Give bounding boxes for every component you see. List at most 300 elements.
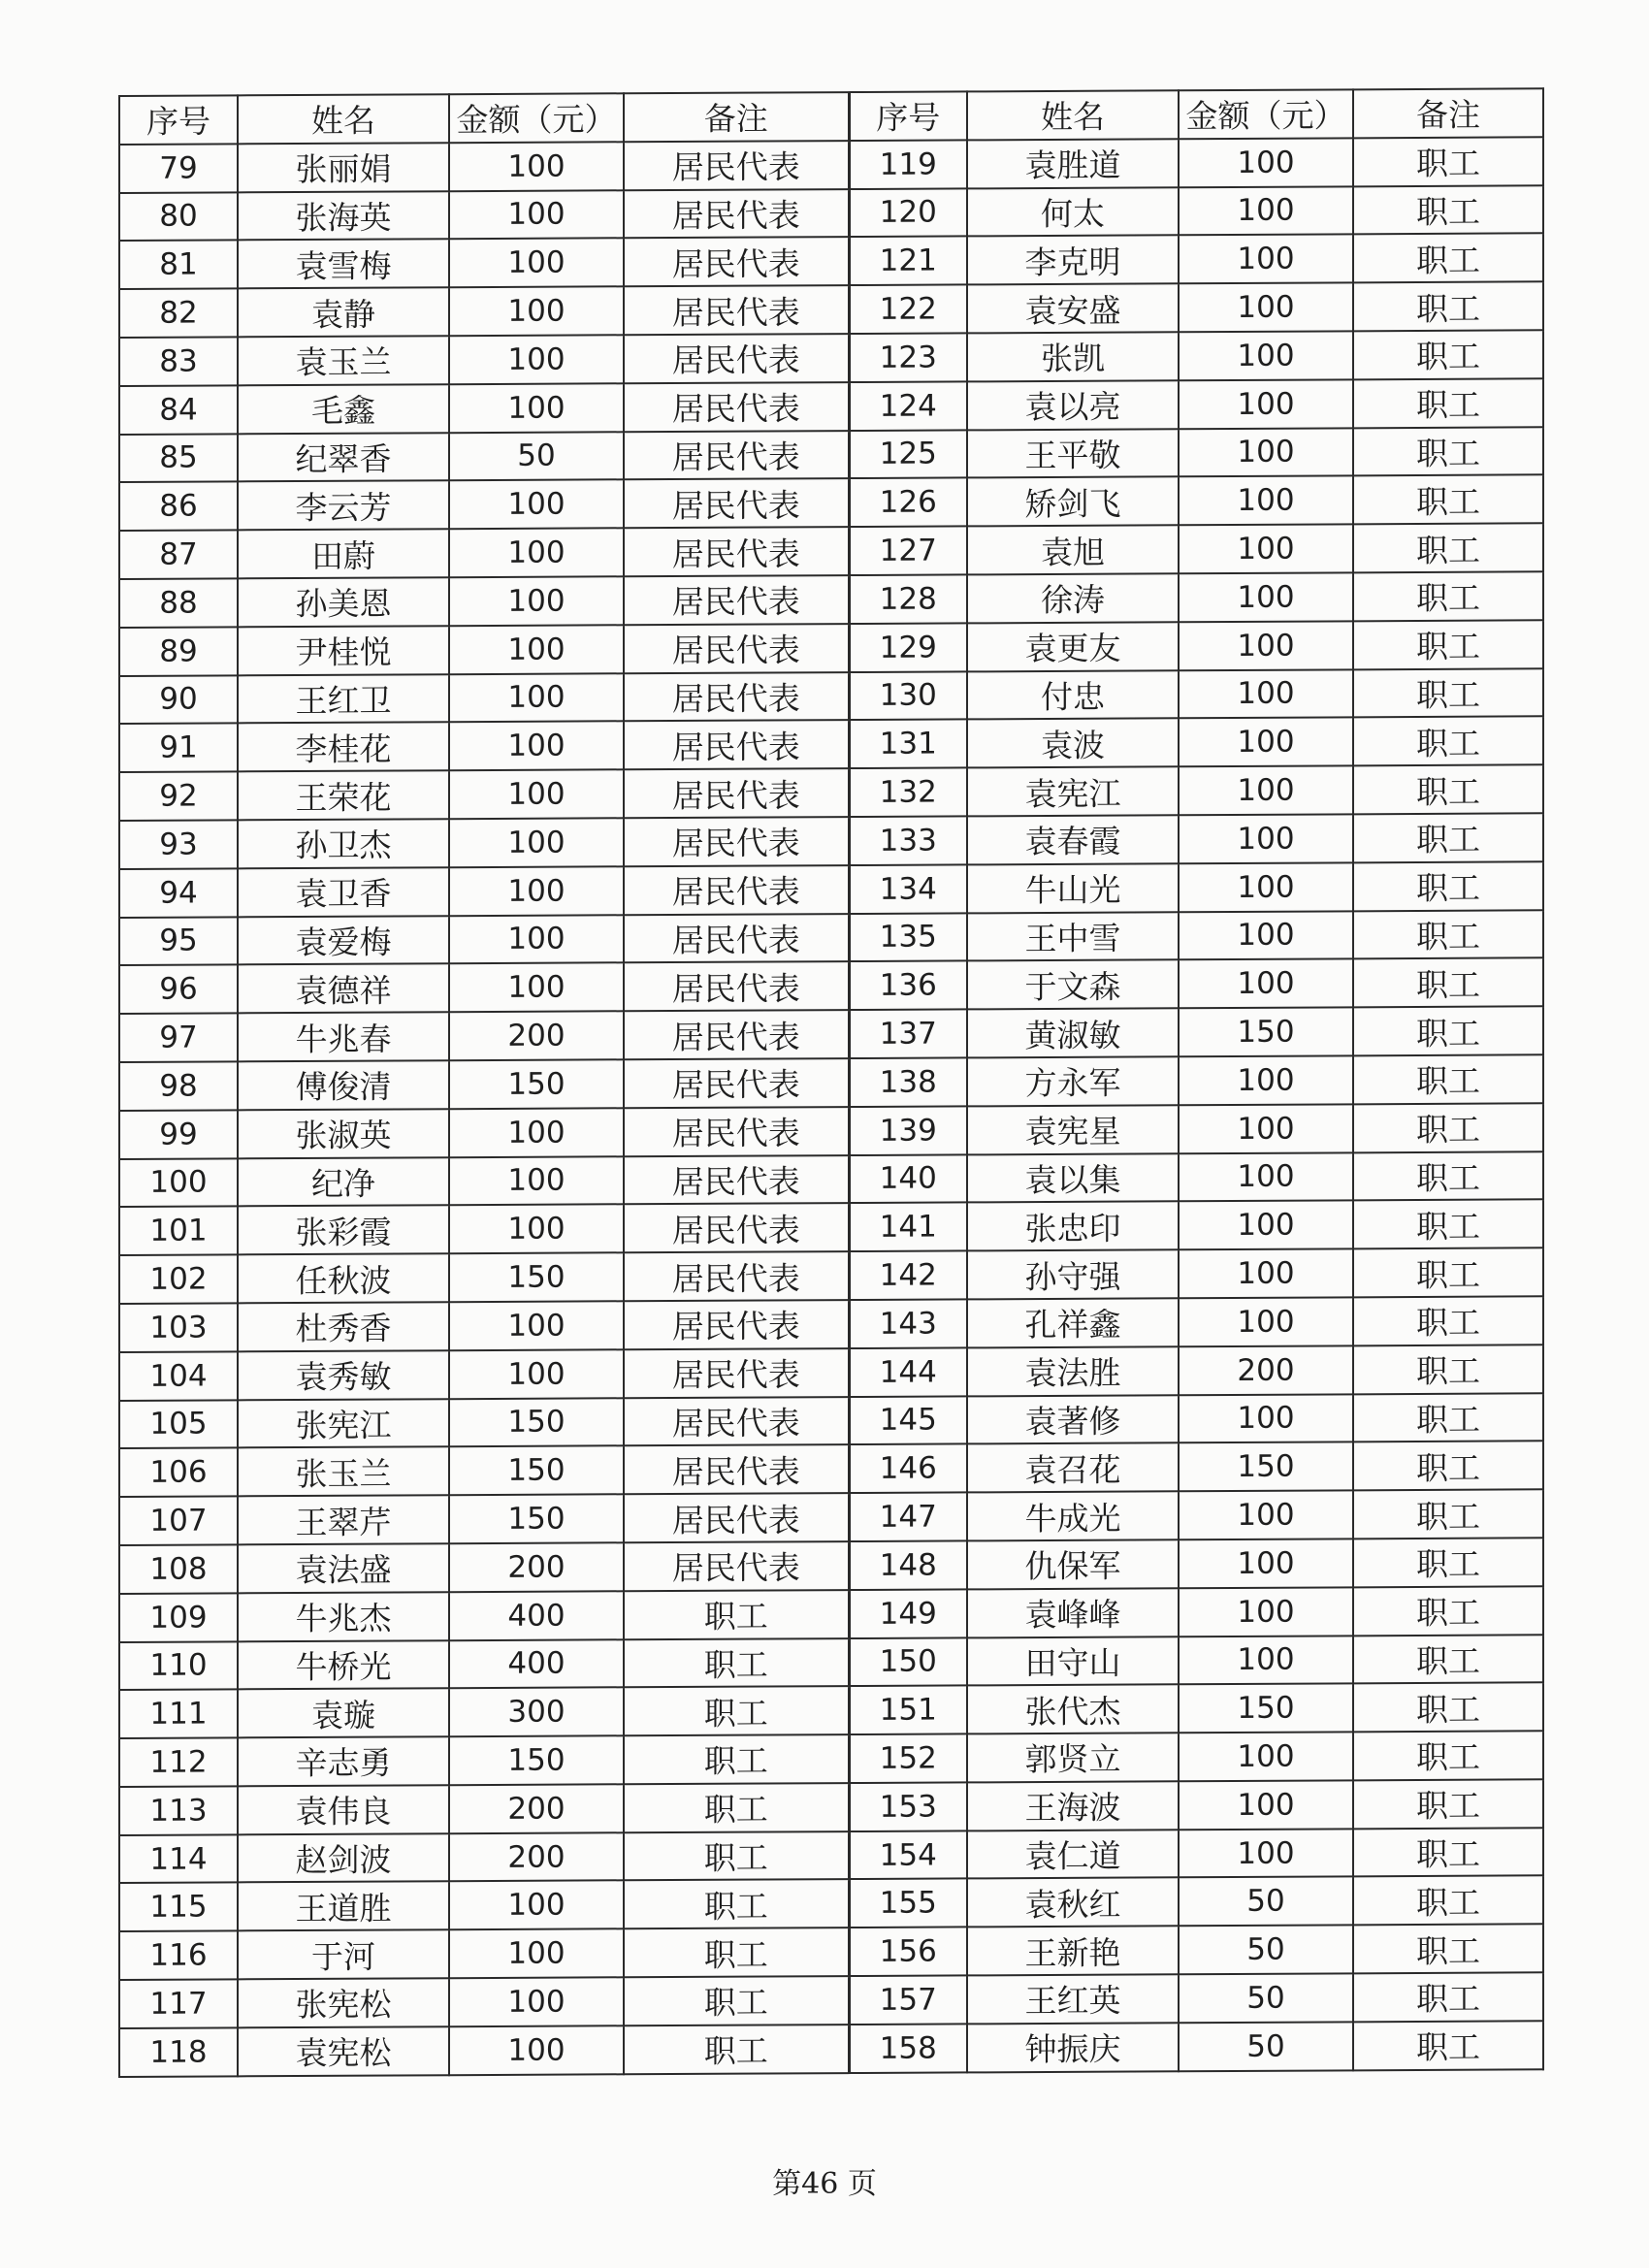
table-row	[119, 571, 1543, 627]
remark-cell: 居民代表	[624, 817, 849, 866]
name-cell: 牛山光	[967, 863, 1179, 913]
table-row	[119, 1683, 1543, 1738]
remark-cell: 居民代表	[624, 1107, 849, 1156]
remark-cell: 职工	[1353, 137, 1543, 186]
remark-cell: 职工	[1353, 1247, 1543, 1297]
remark-cell: 居民代表	[624, 672, 849, 722]
name-cell: 袁宪松	[238, 2026, 449, 2076]
serial-cell: 94	[119, 868, 238, 917]
table-body	[119, 137, 1543, 2077]
amount-cell: 400	[449, 1591, 624, 1640]
name-cell: 王平敬	[967, 429, 1179, 478]
amount-cell: 100	[449, 383, 624, 433]
name-cell: 张宪松	[238, 1978, 449, 2027]
name-cell: 袁召花	[967, 1443, 1179, 1493]
amount-cell: 150	[449, 1494, 624, 1543]
serial-cell: 148	[849, 1540, 967, 1589]
table-row	[119, 1876, 1543, 1931]
name-cell: 袁静	[238, 287, 449, 337]
serial-cell: 101	[119, 1207, 238, 1255]
remark-cell: 居民代表	[624, 1155, 849, 1205]
name-cell: 张彩霞	[238, 1206, 449, 1255]
amount-cell: 100	[449, 1301, 624, 1350]
remark-cell: 职工	[1353, 1925, 1543, 1974]
amount-cell: 100	[449, 1156, 624, 1206]
name-cell: 袁以亮	[967, 380, 1179, 430]
serial-cell: 105	[119, 1400, 238, 1448]
remark-cell: 职工	[1353, 475, 1543, 525]
name-cell: 王翠芹	[238, 1495, 449, 1544]
name-cell: 张淑英	[238, 1109, 449, 1158]
serial-cell: 88	[119, 578, 238, 627]
name-cell: 徐涛	[967, 573, 1179, 623]
name-cell: 袁宪江	[967, 766, 1179, 816]
name-cell: 张宪江	[238, 1399, 449, 1448]
name-cell: 付忠	[967, 670, 1179, 720]
amount-cell: 100	[449, 190, 624, 240]
amount-cell: 100	[1179, 1201, 1353, 1250]
remark-cell: 职工	[1353, 185, 1543, 235]
serial-cell: 158	[849, 2024, 967, 2072]
remark-cell: 职工	[1353, 1345, 1543, 1394]
name-cell: 王荣花	[238, 770, 449, 820]
col-header-amount: 金额（元）	[449, 93, 624, 143]
amount-cell: 100	[449, 1977, 624, 2026]
amount-cell: 100	[1179, 862, 1353, 912]
amount-cell: 200	[449, 1784, 624, 1833]
amount-cell: 150	[449, 1398, 624, 1447]
amount-cell: 200	[449, 1011, 624, 1060]
name-cell: 孔祥鑫	[967, 1298, 1179, 1347]
table-row	[119, 861, 1543, 917]
name-cell: 李克明	[967, 236, 1179, 285]
remark-cell: 职工	[624, 1590, 849, 1639]
serial-cell: 120	[849, 188, 967, 237]
name-cell: 李桂花	[238, 723, 449, 772]
serial-cell: 95	[119, 917, 238, 965]
serial-cell: 129	[849, 623, 967, 671]
amount-cell: 100	[449, 866, 624, 916]
table-row	[119, 475, 1543, 531]
serial-cell: 91	[119, 724, 238, 772]
remark-cell: 职工	[1353, 281, 1543, 331]
serial-cell: 102	[119, 1254, 238, 1303]
name-cell: 袁以集	[967, 1153, 1179, 1203]
remark-cell: 职工	[624, 1686, 849, 1735]
table-row	[119, 378, 1543, 434]
table-row	[119, 813, 1543, 868]
remark-cell: 职工	[624, 1831, 849, 1881]
table-row	[119, 523, 1543, 578]
amount-cell: 100	[449, 142, 624, 191]
remark-cell: 居民代表	[624, 1348, 849, 1398]
amount-cell: 100	[1179, 138, 1353, 187]
amount-cell: 100	[1179, 379, 1353, 429]
remark-cell: 职工	[1353, 1586, 1543, 1636]
serial-cell: 106	[119, 1448, 238, 1497]
remark-cell: 居民代表	[624, 431, 849, 480]
remark-cell: 职工	[624, 1976, 849, 2025]
amount-cell: 100	[1179, 1780, 1353, 1830]
amount-cell: 100	[449, 1349, 624, 1399]
serial-cell: 107	[119, 1496, 238, 1544]
name-cell: 田守山	[967, 1636, 1179, 1686]
serial-cell: 79	[119, 144, 238, 192]
serial-cell: 83	[119, 337, 238, 385]
remark-cell: 职工	[1353, 1393, 1543, 1442]
name-cell: 袁玉兰	[238, 336, 449, 385]
name-cell: 袁胜道	[967, 139, 1179, 188]
remark-cell: 职工	[1353, 571, 1543, 621]
name-cell: 袁旭	[967, 525, 1179, 574]
amount-cell: 100	[1179, 765, 1353, 815]
name-cell: 张忠印	[967, 1202, 1179, 1251]
remark-cell: 职工	[1353, 1731, 1543, 1780]
table-row	[119, 620, 1543, 675]
amount-cell: 100	[1179, 1539, 1353, 1588]
name-cell: 袁安盛	[967, 283, 1179, 333]
amount-cell: 100	[449, 915, 624, 964]
remark-cell: 居民代表	[624, 334, 849, 383]
table-row	[119, 1538, 1543, 1593]
name-cell: 纪翠香	[238, 433, 449, 482]
name-cell: 袁卫香	[238, 867, 449, 917]
remark-cell: 居民代表	[624, 865, 849, 915]
serial-cell: 144	[849, 1347, 967, 1396]
name-cell: 王中雪	[967, 912, 1179, 961]
table-row	[119, 185, 1543, 241]
amount-cell: 100	[1179, 621, 1353, 670]
serial-cell: 132	[849, 768, 967, 817]
name-cell: 牛成光	[967, 1491, 1179, 1540]
name-cell: 孙卫杰	[238, 819, 449, 868]
remark-cell: 职工	[1353, 1442, 1543, 1491]
remark-cell: 职工	[1353, 1538, 1543, 1587]
amount-cell: 100	[1179, 1104, 1353, 1153]
table-row	[119, 1345, 1543, 1400]
table-row	[119, 958, 1543, 1014]
table-row	[119, 1296, 1543, 1351]
name-cell: 仇保军	[967, 1539, 1179, 1589]
remark-cell: 居民代表	[624, 575, 849, 625]
amount-cell: 200	[1179, 1345, 1353, 1395]
remark-cell: 居民代表	[624, 1300, 849, 1349]
table-row	[119, 717, 1543, 772]
serial-cell: 115	[119, 1883, 238, 1931]
table-row	[119, 427, 1543, 482]
name-cell: 袁雪梅	[238, 240, 449, 289]
name-cell: 袁波	[967, 719, 1179, 768]
amount-cell: 100	[449, 1205, 624, 1254]
table-row	[119, 1828, 1543, 1883]
remark-cell: 职工	[1353, 1683, 1543, 1733]
serial-cell: 136	[849, 961, 967, 1010]
serial-cell: 134	[849, 864, 967, 913]
serial-cell: 98	[119, 1061, 238, 1110]
name-cell: 王道胜	[238, 1882, 449, 1931]
remark-cell: 职工	[1353, 1054, 1543, 1104]
table-row	[119, 764, 1543, 820]
amount-cell: 100	[1179, 525, 1353, 574]
serial-cell: 86	[119, 482, 238, 531]
serial-cell: 131	[849, 720, 967, 768]
name-cell: 袁爱梅	[238, 916, 449, 965]
remark-cell: 职工	[1353, 958, 1543, 1008]
remark-cell: 居民代表	[624, 961, 849, 1011]
name-cell: 牛兆杰	[238, 1592, 449, 1641]
remark-cell: 职工	[624, 1928, 849, 1977]
name-cell: 傅俊清	[238, 1060, 449, 1110]
remark-cell: 职工	[1353, 668, 1543, 718]
col-header-name: 姓名	[967, 90, 1179, 140]
serial-cell: 87	[119, 531, 238, 579]
remark-cell: 职工	[1353, 1828, 1543, 1877]
serial-cell: 140	[849, 1154, 967, 1203]
amount-cell: 50	[449, 432, 624, 481]
remark-cell: 职工	[624, 1638, 849, 1688]
serial-cell: 108	[119, 1544, 238, 1593]
table-row	[119, 1006, 1543, 1061]
amount-cell: 100	[449, 1881, 624, 1930]
serial-cell: 119	[849, 140, 967, 188]
remark-cell: 职工	[1353, 234, 1543, 283]
serial-cell: 112	[119, 1737, 238, 1786]
remark-cell: 职工	[1353, 427, 1543, 476]
amount-cell: 100	[449, 625, 624, 674]
amount-cell: 100	[1179, 911, 1353, 960]
amount-cell: 100	[1179, 476, 1353, 526]
serial-cell: 126	[849, 478, 967, 527]
name-cell: 郭贤立	[967, 1733, 1179, 1782]
amount-cell: 100	[449, 2025, 624, 2075]
remark-cell: 职工	[624, 1880, 849, 1929]
amount-cell: 150	[449, 1446, 624, 1496]
serial-cell: 152	[849, 1734, 967, 1783]
amount-cell: 200	[449, 1832, 624, 1882]
serial-cell: 151	[849, 1686, 967, 1734]
amount-cell: 100	[1179, 283, 1353, 333]
amount-cell: 100	[449, 239, 624, 288]
amount-cell: 100	[449, 673, 624, 723]
serial-cell: 127	[849, 527, 967, 575]
serial-cell: 155	[849, 1879, 967, 1928]
serial-cell: 143	[849, 1299, 967, 1347]
amount-cell: 100	[1179, 1587, 1353, 1636]
amount-cell: 400	[449, 1639, 624, 1689]
serial-cell: 150	[849, 1637, 967, 1686]
remark-cell: 职工	[1353, 910, 1543, 959]
table-row	[119, 1925, 1543, 1980]
remark-cell: 居民代表	[624, 189, 849, 239]
amount-cell: 150	[1179, 1007, 1353, 1056]
remark-cell: 居民代表	[624, 285, 849, 335]
name-cell: 方永军	[967, 1056, 1179, 1106]
table-row	[119, 1200, 1543, 1255]
page-number: 第46 页	[772, 2167, 877, 2201]
name-cell: 袁璇	[238, 1689, 449, 1738]
serial-cell: 84	[119, 385, 238, 434]
serial-cell: 82	[119, 289, 238, 338]
serial-cell: 130	[849, 671, 967, 720]
serial-cell: 135	[849, 913, 967, 961]
remark-cell: 职工	[1353, 330, 1543, 379]
serial-cell: 142	[849, 1251, 967, 1300]
serial-cell: 137	[849, 1010, 967, 1058]
remark-cell: 职工	[1353, 1151, 1543, 1201]
amount-cell: 150	[1179, 1442, 1353, 1492]
name-cell: 王红英	[967, 1974, 1179, 2024]
serial-cell: 90	[119, 675, 238, 724]
remark-cell: 职工	[1353, 861, 1543, 911]
serial-cell: 89	[119, 627, 238, 675]
name-cell: 于河	[238, 1929, 449, 1979]
remark-cell: 居民代表	[624, 720, 849, 769]
name-cell: 纪净	[238, 1157, 449, 1207]
name-cell: 袁春霞	[967, 815, 1179, 864]
amount-cell: 50	[1179, 1926, 1353, 1975]
serial-cell: 97	[119, 1013, 238, 1061]
remark-cell: 职工	[624, 1783, 849, 1832]
serial-cell: 122	[849, 285, 967, 334]
name-cell: 任秋波	[238, 1253, 449, 1303]
remark-cell: 职工	[1353, 1296, 1543, 1345]
remark-cell: 职工	[1353, 1489, 1543, 1539]
table-row	[119, 137, 1543, 192]
amount-cell: 100	[1179, 1490, 1353, 1539]
name-cell: 张玉兰	[238, 1447, 449, 1497]
serial-cell: 156	[849, 1928, 967, 1976]
serial-cell: 92	[119, 772, 238, 821]
amount-cell: 100	[1179, 1732, 1353, 1781]
name-cell: 牛桥光	[238, 1640, 449, 1690]
table-row	[119, 1779, 1543, 1834]
table-row	[119, 910, 1543, 965]
serial-cell: 138	[849, 1057, 967, 1106]
remark-cell: 职工	[1353, 620, 1543, 669]
remark-cell: 职工	[1353, 1972, 1543, 2022]
remark-cell: 居民代表	[624, 1010, 849, 1059]
serial-cell: 121	[849, 237, 967, 285]
amount-cell: 100	[1179, 959, 1353, 1009]
remark-cell: 职工	[1353, 717, 1543, 766]
amount-cell: 100	[1179, 1636, 1353, 1685]
amount-cell: 100	[449, 286, 624, 336]
name-cell: 袁宪星	[967, 1105, 1179, 1154]
name-cell: 李云芳	[238, 481, 449, 531]
name-cell: 张凯	[967, 332, 1179, 381]
remark-cell: 职工	[1353, 523, 1543, 572]
amount-cell: 100	[1179, 235, 1353, 284]
amount-cell: 100	[1179, 718, 1353, 767]
remark-cell: 职工	[624, 2025, 849, 2074]
serial-cell: 141	[849, 1203, 967, 1251]
col-header-serial: 序号	[849, 91, 967, 140]
serial-cell: 116	[119, 1931, 238, 1980]
amount-cell: 100	[449, 528, 624, 577]
amount-cell: 100	[449, 818, 624, 867]
serial-cell: 154	[849, 1831, 967, 1879]
name-cell: 张海英	[238, 191, 449, 241]
amount-cell: 150	[449, 1059, 624, 1109]
remark-cell: 居民代表	[624, 1397, 849, 1446]
name-cell: 尹桂悦	[238, 626, 449, 675]
name-cell: 袁德祥	[238, 964, 449, 1014]
serial-cell: 81	[119, 241, 238, 289]
remark-cell: 居民代表	[624, 1203, 849, 1252]
name-cell: 袁秋红	[967, 1878, 1179, 1928]
amount-cell: 100	[1179, 186, 1353, 236]
amount-cell: 100	[1179, 1055, 1353, 1105]
name-cell: 黄淑敏	[967, 1008, 1179, 1057]
amount-cell: 100	[449, 769, 624, 819]
table-row	[119, 1972, 1543, 2027]
serial-cell: 125	[849, 430, 967, 478]
remark-cell: 居民代表	[624, 768, 849, 818]
amount-cell: 50	[1179, 1973, 1353, 2023]
name-cell: 孙美恩	[238, 577, 449, 627]
amount-cell: 100	[449, 963, 624, 1013]
remark-cell: 居民代表	[624, 914, 849, 963]
remark-cell: 职工	[1353, 1635, 1543, 1684]
name-cell: 袁著修	[967, 1395, 1179, 1444]
serial-cell: 128	[849, 574, 967, 623]
serial-cell: 123	[849, 333, 967, 381]
serial-cell: 85	[119, 434, 238, 482]
remark-cell: 职工	[624, 1734, 849, 1784]
name-cell: 袁峰峰	[967, 1588, 1179, 1637]
table-row	[119, 1586, 1543, 1641]
col-header-serial: 序号	[119, 95, 238, 144]
name-cell: 袁法盛	[238, 1543, 449, 1593]
serial-cell: 147	[849, 1493, 967, 1541]
serial-cell: 96	[119, 965, 238, 1014]
name-cell: 辛志勇	[238, 1736, 449, 1786]
name-cell: 于文森	[967, 960, 1179, 1010]
serial-cell: 114	[119, 1834, 238, 1883]
serial-cell: 157	[849, 1975, 967, 2024]
table-row	[119, 668, 1543, 724]
name-cell: 袁更友	[967, 622, 1179, 671]
table-row	[119, 1247, 1543, 1303]
name-cell: 牛兆春	[238, 1012, 449, 1061]
serial-cell: 80	[119, 192, 238, 241]
remark-cell: 职工	[1353, 1103, 1543, 1152]
serial-cell: 99	[119, 1110, 238, 1158]
name-cell: 张丽娟	[238, 143, 449, 192]
name-cell: 孙守强	[967, 1249, 1179, 1299]
table-row	[119, 1151, 1543, 1207]
amount-cell: 100	[449, 1108, 624, 1157]
remark-cell: 职工	[1353, 764, 1543, 814]
amount-cell: 150	[1179, 1684, 1353, 1733]
remark-cell: 职工	[1353, 378, 1543, 428]
remark-cell: 居民代表	[624, 141, 849, 190]
name-cell: 王新艳	[967, 1927, 1179, 1976]
remark-cell: 职工	[1353, 813, 1543, 862]
amount-cell: 150	[449, 1735, 624, 1785]
serial-cell: 124	[849, 381, 967, 430]
serial-cell: 133	[849, 816, 967, 864]
remark-cell: 居民代表	[624, 624, 849, 673]
name-cell: 王海波	[967, 1781, 1179, 1831]
remark-cell: 居民代表	[624, 1058, 849, 1108]
amount-cell: 200	[449, 1542, 624, 1592]
remark-cell: 居民代表	[624, 382, 849, 432]
amount-cell: 100	[449, 335, 624, 384]
name-cell: 田蔚	[238, 529, 449, 578]
amount-cell: 50	[1179, 1877, 1353, 1927]
name-cell: 矫剑飞	[967, 477, 1179, 527]
